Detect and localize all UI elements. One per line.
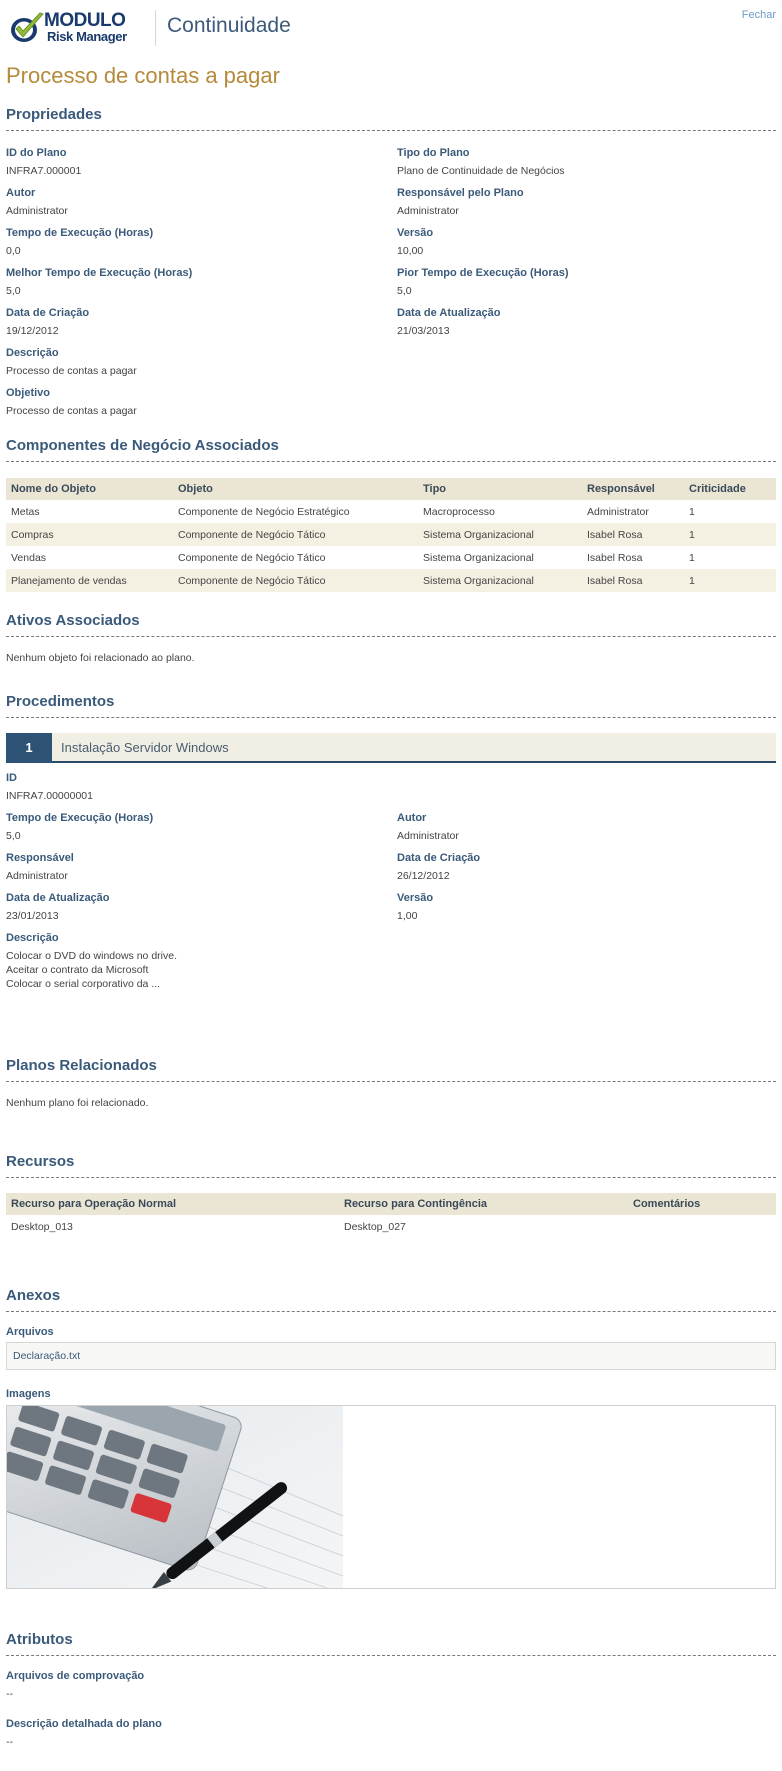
field-label: Descrição	[6, 932, 59, 944]
field-label: Pior Tempo de Execução (Horas)	[397, 267, 569, 279]
field-label: Data de Atualização	[397, 307, 501, 319]
section-divider	[6, 130, 776, 131]
description-line: Colocar o serial corporativo da ...	[6, 978, 161, 990]
app-header	[6, 8, 776, 48]
module-title: Continuidade	[167, 14, 291, 37]
field-value: Administrator	[6, 205, 68, 217]
table-row[interactable]	[6, 1215, 776, 1238]
field-value: 0,0	[6, 245, 21, 257]
field-value: INFRA7.00000001	[6, 790, 93, 802]
column-header[interactable]: Recurso para Operação Normal	[6, 1193, 339, 1215]
table-cell: Planejamento de vendas	[6, 569, 173, 592]
column-header[interactable]: Criticidade	[684, 478, 776, 500]
field-label: Versão	[397, 227, 434, 239]
column-header[interactable]: Responsável	[582, 478, 684, 500]
table-row[interactable]	[6, 523, 776, 546]
section-divider	[6, 1177, 776, 1178]
section-title-attachments: Anexos	[6, 1287, 61, 1304]
field-label: Autor	[6, 187, 36, 199]
field-label: Melhor Tempo de Execução (Horas)	[6, 267, 193, 279]
table-cell: Componente de Negócio Tático	[178, 551, 326, 564]
field-value: Processo de contas a pagar	[6, 405, 137, 417]
field-value: --	[6, 1736, 13, 1748]
field-value: Processo de contas a pagar	[6, 365, 137, 377]
page-title: Processo de contas a pagar	[6, 63, 280, 88]
table-header-row	[6, 478, 776, 500]
field-label: ID do Plano	[6, 147, 67, 159]
section-title-properties: Propriedades	[6, 106, 102, 123]
column-header[interactable]: Comentários	[628, 1193, 776, 1215]
table-row[interactable]	[6, 569, 776, 592]
table-cell: Administrator	[587, 505, 649, 518]
table-cell: Sistema Organizacional	[423, 551, 534, 564]
empty-message: Nenhum objeto foi relacionado ao plano.	[6, 652, 195, 664]
field-value: 23/01/2013	[6, 910, 59, 922]
section-divider	[6, 636, 776, 637]
field-value: Administrator	[6, 870, 68, 882]
table-cell: Vendas	[11, 551, 47, 564]
column-header[interactable]: Objeto	[173, 478, 418, 500]
field-label: Tempo de Execução (Horas)	[6, 227, 154, 239]
table-cell: Componente de Negócio Tático	[173, 569, 418, 592]
field-value: 5,0	[6, 285, 21, 297]
procedure-name: Instalação Servidor Windows	[61, 740, 229, 755]
section-divider	[6, 461, 776, 462]
table-cell: 1	[689, 551, 695, 564]
description-line: Colocar o DVD do windows no drive.	[6, 950, 177, 962]
field-label: Descrição detalhada do plano	[6, 1718, 162, 1730]
field-label: Arquivos	[6, 1326, 54, 1338]
empty-message: Nenhum plano foi relacionado.	[6, 1097, 149, 1109]
field-label: Descrição	[6, 347, 59, 359]
field-label: Data de Criação	[397, 852, 481, 864]
table-cell: Metas	[11, 505, 40, 518]
table-cell: Desktop_027	[344, 1220, 406, 1233]
field-value: INFRA7.000001	[6, 165, 82, 177]
field-value: 19/12/2012	[6, 325, 59, 337]
table-header-row	[6, 1193, 776, 1215]
table-row[interactable]	[6, 546, 776, 569]
table-cell: Componente de Negócio Tático	[173, 523, 418, 546]
logo-text-top: MODULO	[44, 10, 126, 31]
field-value: Administrator	[397, 830, 459, 842]
table-cell: Desktop_013	[11, 1220, 73, 1233]
field-label: Responsável pelo Plano	[397, 187, 524, 199]
table-cell: Compras	[6, 523, 173, 546]
close-link[interactable]: Fechar	[741, 9, 776, 21]
field-label: ID	[6, 772, 17, 784]
field-label: Imagens	[6, 1388, 51, 1400]
field-value: 10,00	[397, 245, 424, 257]
description-line: Aceitar o contrato da Microsoft	[6, 964, 149, 976]
table-cell	[628, 1215, 776, 1238]
section-title-attributes: Atributos	[6, 1631, 73, 1648]
table-cell: 1	[684, 523, 776, 546]
file-link[interactable]: Declaração.txt	[13, 1350, 81, 1362]
field-label: Objetivo	[6, 387, 51, 399]
field-value: 5,0	[6, 830, 21, 842]
field-label: Data de Criação	[6, 307, 90, 319]
check-logo-icon	[10, 12, 44, 44]
field-value: --	[6, 1688, 13, 1700]
section-title-assets: Ativos Associados	[6, 612, 140, 629]
field-value: Plano de Continuidade de Negócios	[397, 165, 565, 177]
table-cell: Isabel Rosa	[582, 523, 684, 546]
section-title-related-plans: Planos Relacionados	[6, 1057, 157, 1074]
table-cell: Sistema Organizacional	[418, 523, 582, 546]
field-label: Autor	[397, 812, 427, 824]
section-title-resources: Recursos	[6, 1153, 75, 1170]
table-row[interactable]	[6, 500, 776, 523]
resources-table	[6, 1193, 776, 1238]
calculator-image[interactable]	[7, 1406, 343, 1588]
field-label: Tipo do Plano	[397, 147, 470, 159]
calculator-pen-illustration	[7, 1406, 343, 1588]
field-value: 5,0	[397, 285, 412, 297]
file-list	[6, 1342, 776, 1370]
header-divider	[155, 10, 156, 46]
field-label: Tempo de Execução (Horas)	[6, 812, 154, 824]
section-divider	[6, 717, 776, 718]
table-cell: 1	[689, 505, 695, 518]
section-divider	[6, 1311, 776, 1312]
components-table	[6, 478, 776, 592]
procedure-header[interactable]	[6, 733, 776, 763]
procedure-number-badge: 1	[6, 733, 52, 763]
table-cell: Componente de Negócio Estratégico	[178, 505, 350, 518]
table-cell: Macroprocesso	[423, 505, 495, 518]
field-label: Arquivos de comprovação	[6, 1670, 145, 1682]
column-header[interactable]: Tipo	[418, 478, 582, 500]
section-title-components: Componentes de Negócio Associados	[6, 437, 279, 454]
field-value: 1,00	[397, 910, 418, 922]
table-cell: Isabel Rosa	[582, 569, 684, 592]
section-divider	[6, 1655, 776, 1656]
section-title-procedures: Procedimentos	[6, 693, 115, 710]
column-header[interactable]: Nome do Objeto	[6, 478, 173, 500]
field-label: Data de Atualização	[6, 892, 110, 904]
column-header[interactable]: Recurso para Contingência	[339, 1193, 628, 1215]
table-cell: 1	[684, 569, 776, 592]
section-divider	[6, 1081, 776, 1082]
field-label: Responsável	[6, 852, 74, 864]
table-cell: Isabel Rosa	[587, 551, 643, 564]
modulo-logo	[10, 10, 136, 44]
table-cell: Sistema Organizacional	[418, 569, 582, 592]
field-value: 26/12/2012	[397, 870, 450, 882]
logo-text-bottom: Risk Manager	[47, 29, 127, 44]
image-gallery	[6, 1405, 776, 1589]
field-label: Versão	[397, 892, 434, 904]
field-value: 21/03/2013	[397, 325, 450, 337]
field-value: Administrator	[397, 205, 459, 217]
